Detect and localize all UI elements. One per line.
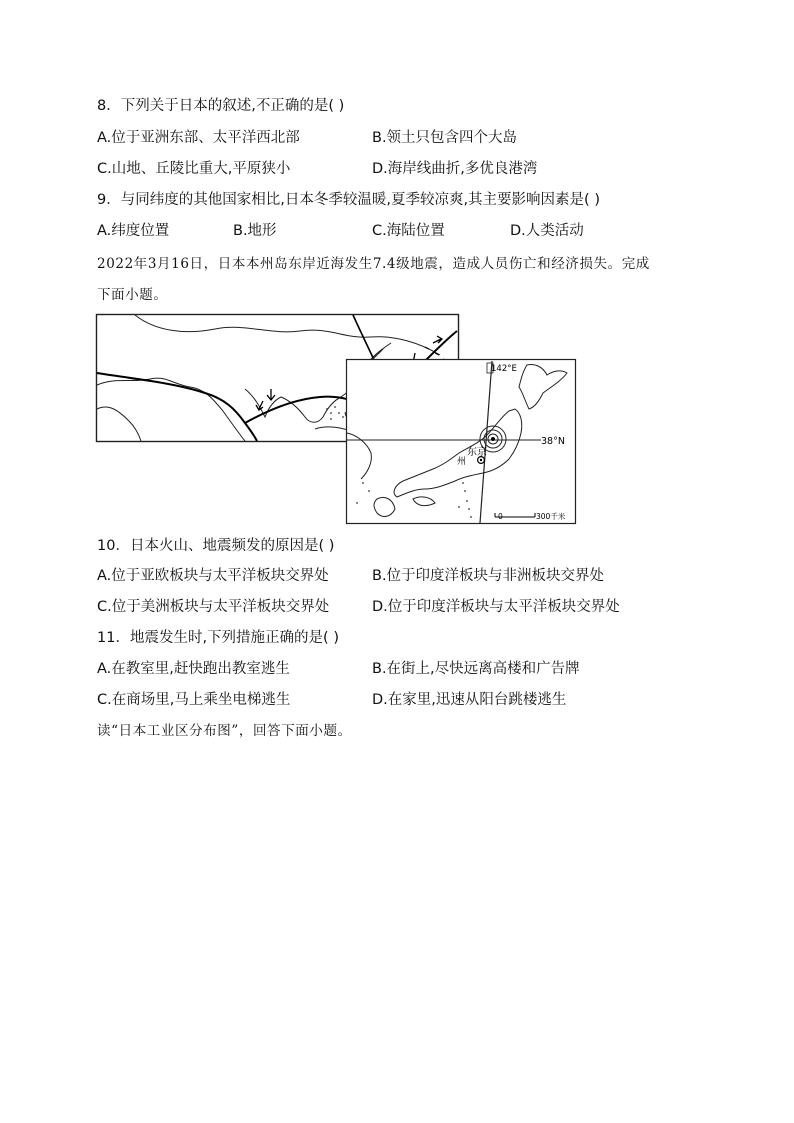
intro-earthquake-line1: 2022年3月16日，日本本州岛东岸近海发生7.4级地震，造成人员伤亡和经济损失。完成 bbox=[97, 256, 650, 272]
q9-stem: 9．与同纬度的其他国家相比,日本冬季较温暖,夏季较凉爽,其主要影响因素是( ) bbox=[97, 192, 600, 208]
latitude-label: 38°N bbox=[541, 436, 565, 447]
q10-option-a: A.位于亚欧板块与太平洋板块交界处 bbox=[97, 568, 329, 584]
q11-option-b: B.在街上,尽快远离高楼和广告牌 bbox=[372, 661, 580, 677]
japan-detail-panel bbox=[347, 360, 576, 524]
q11-option-d: D.在家里,迅速从阳台跳楼逃生 bbox=[372, 692, 567, 708]
q8-stem: 8．下列关于日本的叙述,不正确的是( ) bbox=[97, 98, 345, 114]
intro-earthquake-line2: 下面小题。 bbox=[97, 287, 168, 303]
q8-option-d: D.海岸线曲折,多优良港湾 bbox=[372, 161, 538, 177]
q9-option-d: D.人类活动 bbox=[510, 223, 584, 239]
q11-option-a: A.在教室里,赶快跑出教室逃生 bbox=[97, 661, 290, 677]
japan-earthquake-map bbox=[95, 313, 585, 528]
q8-option-a: A.位于亚洲东部、太平洋西北部 bbox=[97, 130, 300, 146]
intro-industrial-map: 读“日本工业区分布图”，回答下面小题。 bbox=[97, 723, 352, 739]
q10-option-d: D.位于印度洋板块与太平洋板块交界处 bbox=[372, 599, 620, 615]
q9-option-c: C.海陆位置 bbox=[372, 223, 445, 239]
q9-option-b: B.地形 bbox=[233, 223, 277, 239]
tokyo-label: 东京 bbox=[467, 447, 487, 458]
q10-option-c: C.位于美洲板块与太平洋板块交界处 bbox=[97, 599, 330, 615]
q11-stem: 11．地震发生时,下列措施正确的是( ) bbox=[97, 630, 339, 646]
svg-text:0: 0 bbox=[498, 512, 503, 521]
q11-option-c: C.在商场里,马上乘坐电梯逃生 bbox=[97, 692, 291, 708]
honshu-label: 州 bbox=[457, 457, 467, 467]
q9-option-a: A.纬度位置 bbox=[97, 223, 170, 239]
q10-option-b: B.位于印度洋板块与非洲板块交界处 bbox=[372, 568, 605, 584]
q8-option-b: B.领土只包含四个大岛 bbox=[372, 130, 518, 146]
longitude-label: 142°E bbox=[491, 364, 517, 374]
q8-option-c: C.山地、丘陵比重大,平原狭小 bbox=[97, 161, 291, 177]
q10-stem: 10．日本火山、地震频发的原因是( ) bbox=[97, 538, 335, 554]
svg-text:300千米: 300千米 bbox=[536, 512, 566, 521]
